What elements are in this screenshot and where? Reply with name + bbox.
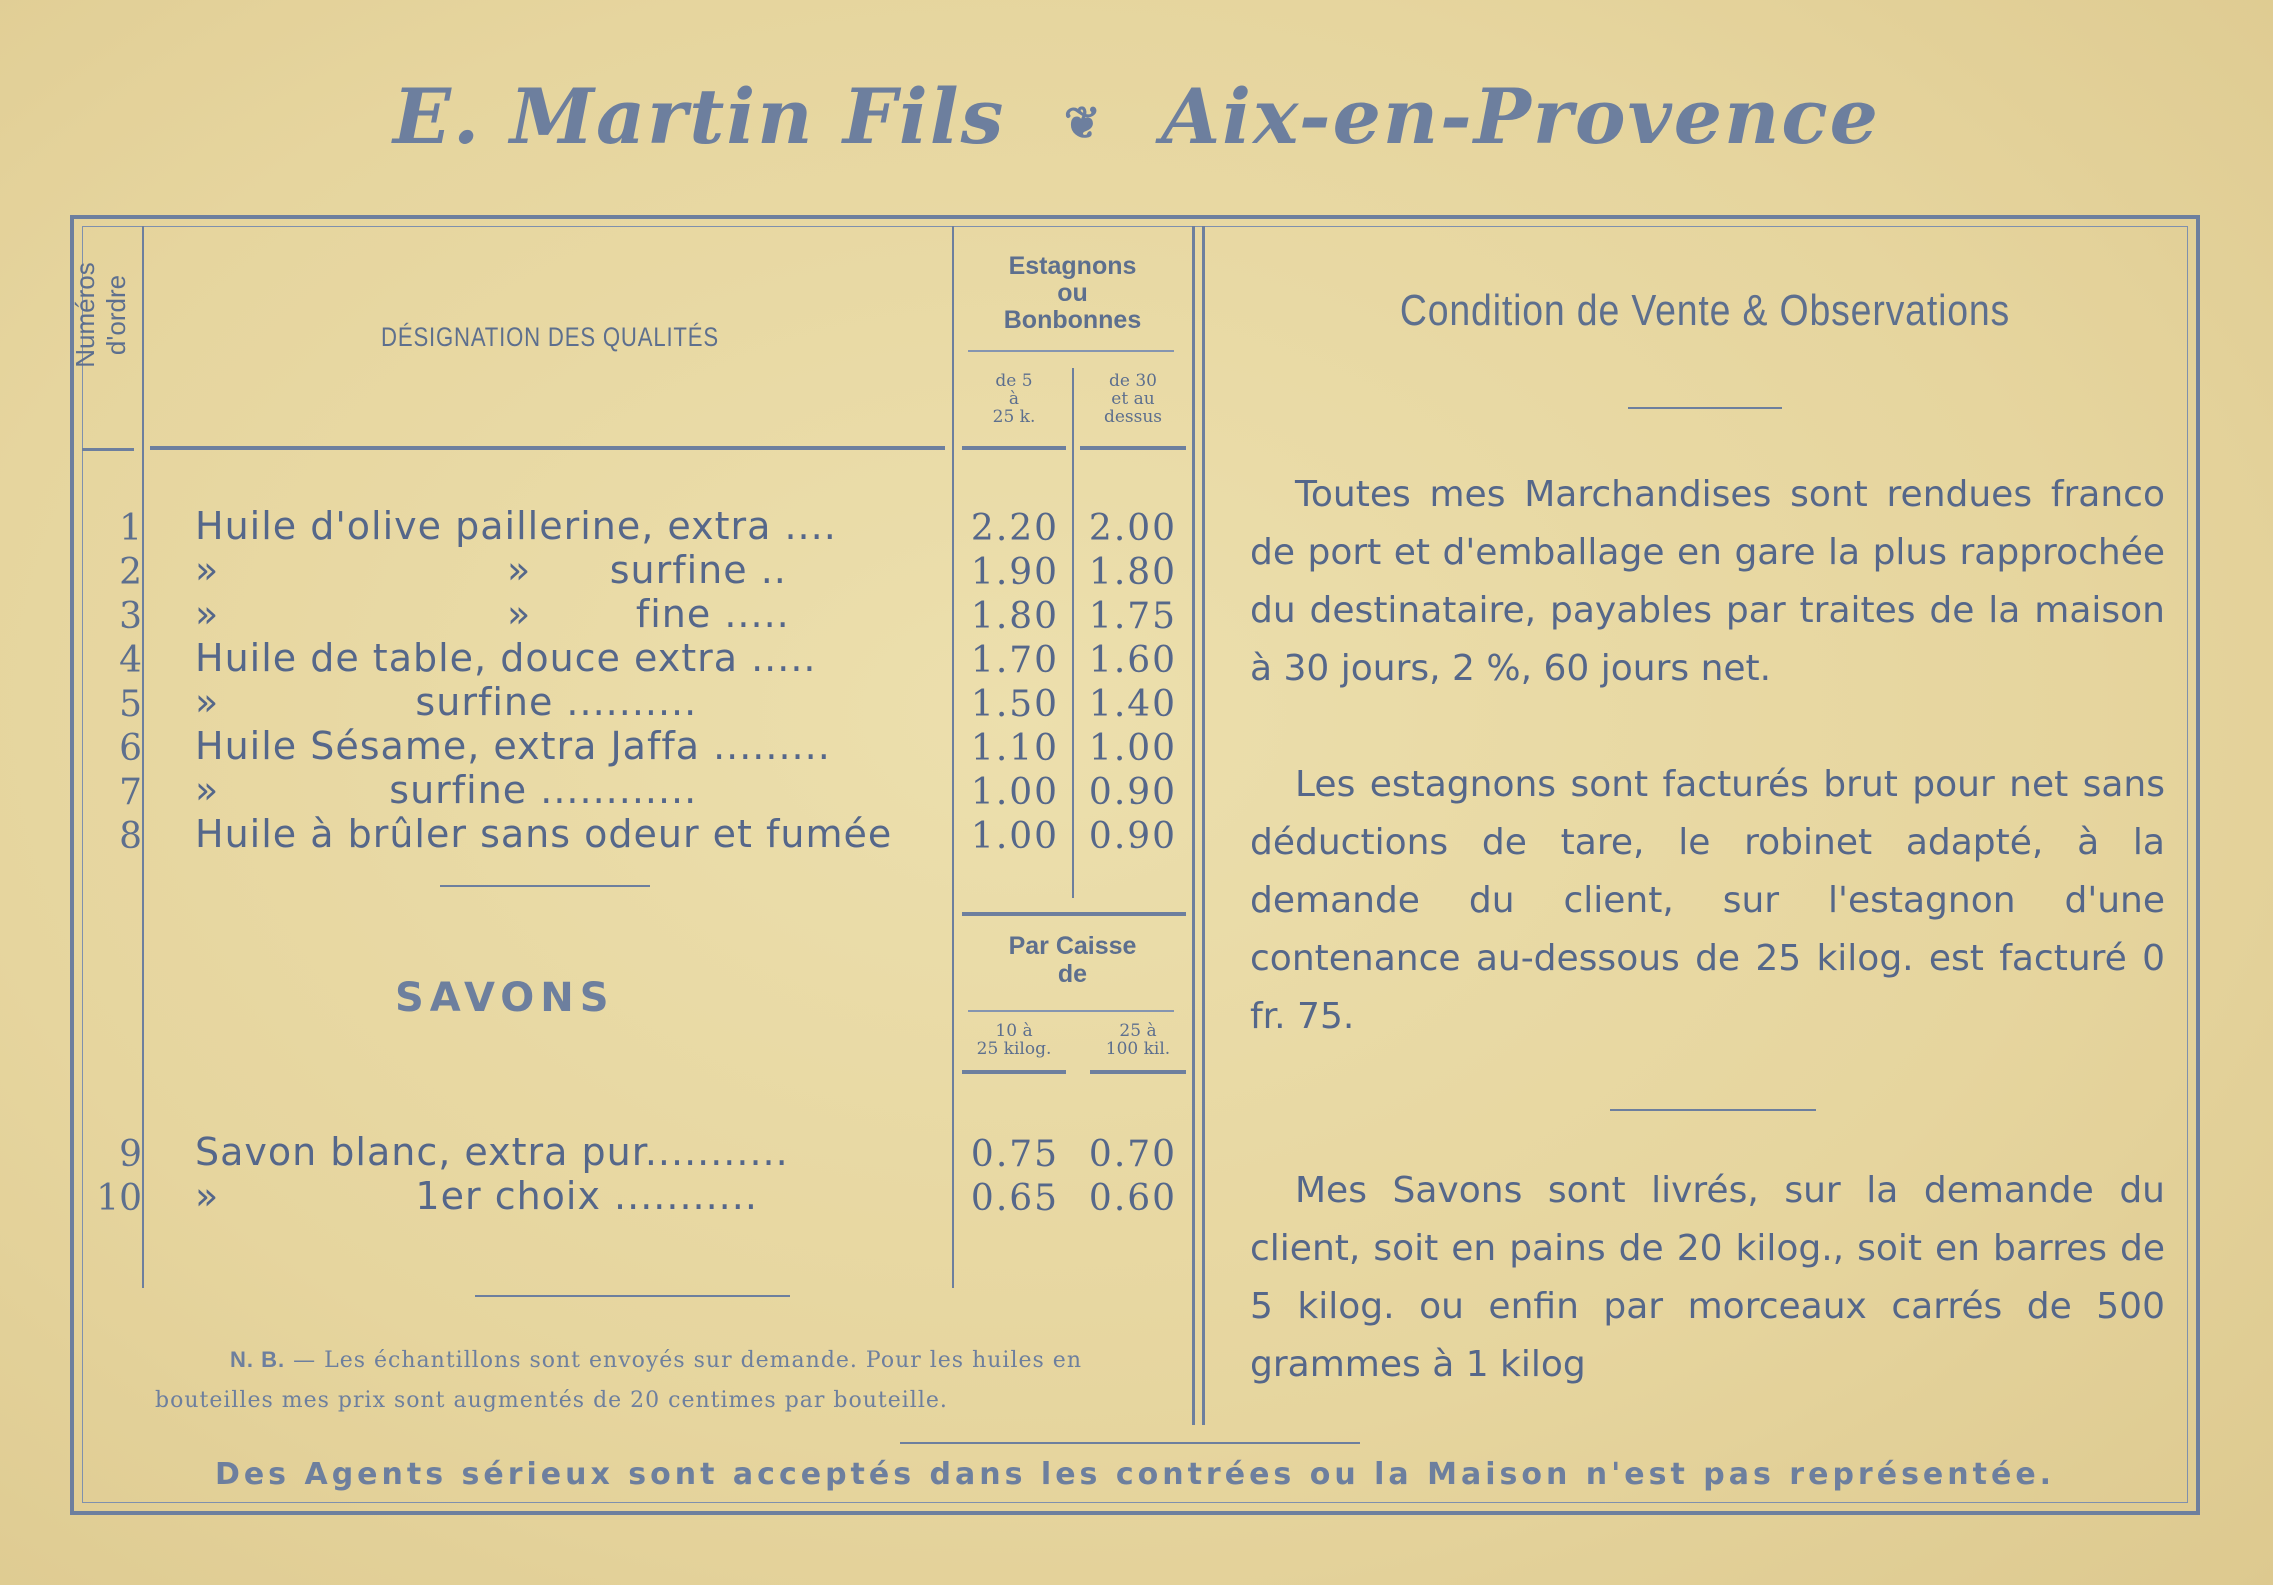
num-column-divider xyxy=(142,226,144,1288)
conditions-title: Condition de Vente & Observations xyxy=(1399,286,2011,335)
price-small: 1.50 xyxy=(970,684,1060,725)
price-small: 2.20 xyxy=(970,508,1060,549)
caisse-left-line-2: 25 kilog. xyxy=(976,1039,1052,1059)
oil-name: Huile à brûler sans odeur et fumée xyxy=(195,812,893,856)
caisse-brace xyxy=(968,1010,1174,1012)
designation-header: DÉSIGNATION DES QUALITÉS xyxy=(381,322,719,352)
row-number: 9 xyxy=(119,1134,142,1175)
oil-name: Huile d'olive paillerine, extra .... xyxy=(195,504,837,548)
price-large: 0.90 xyxy=(1088,772,1178,813)
desig-head-rule xyxy=(150,446,945,450)
nb-text: — Les échantillons sont envoyés sur demande. Pour les huiles en bouteilles mes prix sont augmentés de 20 centimes par bouteille. xyxy=(155,1348,1082,1413)
conditions-para-3: Mes Savons sont livrés, sur la demande du client, soit en pains de 20 kilog., soit en barres de 5 kilog. ou enfin par morceaux carrés de 500 grammes à 1 kilog xyxy=(1250,1170,2165,1385)
caisse-line-1: Par Caisse xyxy=(1008,932,1137,960)
caisse2-rule xyxy=(1090,1070,1186,1074)
price-small: 1.90 xyxy=(970,552,1060,593)
caisse-right-line-1: 25 à xyxy=(1119,1021,1157,1041)
price-small: 0.75 xyxy=(970,1134,1060,1175)
estagnons-line-3: Bonbonnes xyxy=(1003,306,1142,334)
soap-name: » 1er choix ........... xyxy=(195,1174,758,1218)
caisse-sub-right xyxy=(1090,1022,1186,1058)
nb-note xyxy=(155,1340,1125,1421)
caisse-header xyxy=(955,932,1190,988)
oil-name: Huile Sésame, extra Jaffa ......... xyxy=(195,724,831,768)
oil-name: » » fine ..... xyxy=(195,592,790,636)
price-small: 1.10 xyxy=(970,728,1060,769)
section-divider-b xyxy=(1202,226,1205,1425)
conditions-para-2: Les estagnons sont facturés brut pour net sans déductions de tare, le robinet adapté, à la demande du client, sur l'estagnon d'une contenance au-dessous de 25 kilog. est facturé 0 fr. 75. xyxy=(1250,764,2165,1037)
divider-ornament xyxy=(475,1286,790,1306)
price2-head-rule xyxy=(1080,446,1186,450)
price-large: 0.90 xyxy=(1088,816,1178,857)
designation-column-divider xyxy=(952,226,954,1288)
oil-name: » surfine ............ xyxy=(195,768,698,812)
price-large: 0.60 xyxy=(1088,1178,1178,1219)
letterhead xyxy=(0,72,2273,161)
estagnons-line-2: ou xyxy=(1057,279,1088,307)
conditions-para-1: Toutes mes Marchandises sont rendues franco de port et d'emballage en gare la plus rapprochée du destinataire, payables par traites de la maison à 30 jours, 2 %, 60 jours net. xyxy=(1250,474,2165,689)
sub-right-line-2: et au xyxy=(1111,389,1155,409)
caisse-top-rule xyxy=(962,912,1186,916)
footer-note: Des Agents sérieux sont acceptés dans les contrées ou la Maison n'est pas représentée. xyxy=(214,1457,2056,1492)
row-number: 6 xyxy=(119,728,142,769)
price-small: 1.80 xyxy=(970,596,1060,637)
row-number: 3 xyxy=(119,596,142,637)
price-small: 1.00 xyxy=(970,772,1060,813)
price1-head-rule xyxy=(962,446,1066,450)
row-number: 5 xyxy=(119,684,142,725)
caisse-right-line-2: 100 kil. xyxy=(1105,1039,1171,1059)
price-large: 2.00 xyxy=(1088,508,1178,549)
price-large: 1.75 xyxy=(1088,596,1178,637)
sub-right-line-3: dessus xyxy=(1103,407,1163,427)
section-divider-a xyxy=(1192,226,1195,1425)
price-large: 1.80 xyxy=(1088,552,1178,593)
num-head-rule xyxy=(82,448,134,451)
price-small: 1.00 xyxy=(970,816,1060,857)
oil-name: Huile de table, douce extra ..... xyxy=(195,636,817,680)
company-city: Aix-en-Provence xyxy=(1161,72,1881,161)
estagnons-line-1: Estagnons xyxy=(1008,252,1137,280)
sub-left-line-3: 25 k. xyxy=(992,407,1036,427)
savons-title: SAVONS xyxy=(395,975,615,1021)
oil-name: » » surfine .. xyxy=(195,548,787,592)
row-number: 2 xyxy=(119,552,142,593)
price-large: 1.40 xyxy=(1088,684,1178,725)
price-column-divider xyxy=(1072,368,1074,898)
caisse-sub-left xyxy=(962,1022,1066,1058)
price-small: 0.65 xyxy=(970,1178,1060,1219)
divider-ornament xyxy=(1610,1100,1816,1120)
ornament-icon: ❦ xyxy=(1063,97,1103,149)
sub-left-line-2: à xyxy=(1008,389,1020,409)
divider-ornament xyxy=(440,876,650,896)
estagnons-header xyxy=(955,253,1190,334)
price-large: 1.00 xyxy=(1088,728,1178,769)
price-large: 1.60 xyxy=(1088,640,1178,681)
caisse-line-2: de xyxy=(1057,960,1088,988)
row-number: 10 xyxy=(96,1178,142,1219)
company-name: E. Martin Fils xyxy=(392,72,1006,161)
price-small: 1.70 xyxy=(970,640,1060,681)
estagnons-sub-right xyxy=(1080,372,1186,426)
oil-name: » surfine .......... xyxy=(195,680,698,724)
row-number: 4 xyxy=(119,640,142,681)
row-number: 8 xyxy=(119,816,142,857)
soap-name: Savon blanc, extra pur........... xyxy=(195,1130,789,1174)
caisse1-rule xyxy=(962,1070,1066,1074)
sub-left-line-1: de 5 xyxy=(995,371,1033,391)
num-column-header: Numéros d'ordre xyxy=(70,262,131,368)
estagnons-brace xyxy=(968,350,1174,352)
footer-ornament-rule xyxy=(900,1442,1360,1444)
divider-ornament xyxy=(1628,398,1782,418)
caisse-left-line-1: 10 à xyxy=(995,1021,1033,1041)
estagnons-sub-left xyxy=(962,372,1066,426)
price-large: 0.70 xyxy=(1088,1134,1178,1175)
nb-label: N. B. xyxy=(230,1347,286,1372)
row-number: 1 xyxy=(119,508,142,549)
row-number: 7 xyxy=(119,772,142,813)
sub-right-line-1: de 30 xyxy=(1109,371,1157,391)
